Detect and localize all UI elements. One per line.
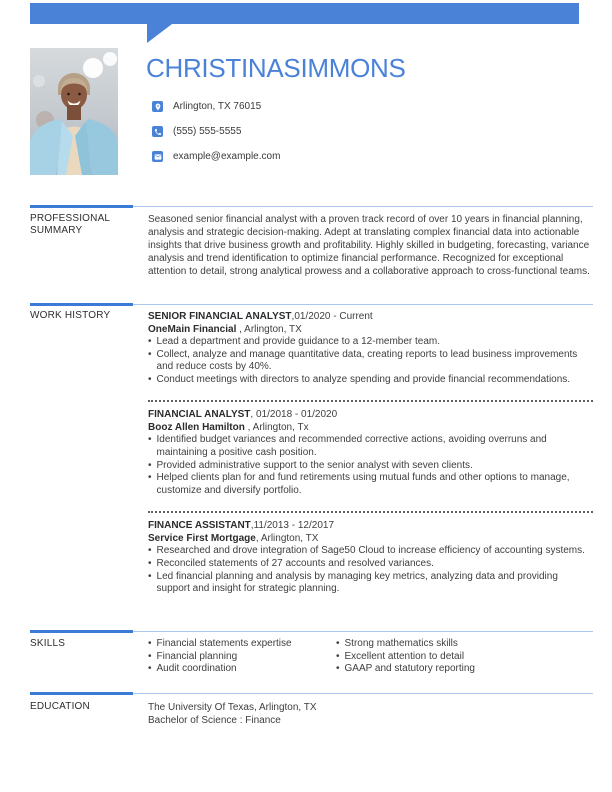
skill-item: [148, 651, 336, 664]
skills-column-1: [148, 638, 336, 676]
job-location: , Arlington, Tx: [244, 422, 309, 434]
bullet-icon: •: [336, 650, 340, 662]
job-bullet-text: Researched and drove integration of Sage50 Cloud to increase efficiency of accounting systems.: [156, 545, 585, 557]
skill-item: [336, 651, 593, 664]
section-education: [30, 692, 593, 727]
job-bullet-text: Lead a department and provide guidance to a 12-member team.: [156, 336, 441, 347]
bullet-icon: •: [336, 663, 340, 675]
skill-text: Financial statements expertise: [156, 638, 292, 649]
work-history-content: [148, 310, 593, 596]
section-professional-summary: [30, 205, 593, 278]
skill-text: Financial planning: [156, 650, 238, 662]
job-employer-line: [148, 532, 593, 545]
job-bullet-list: [148, 336, 593, 386]
bullet-icon: •: [148, 557, 152, 569]
section-rule: [30, 303, 593, 306]
job-dates: 01/2020 - Current: [294, 311, 373, 322]
bullet-icon: •: [148, 545, 152, 557]
job-employer: Booz Allen Hamilton: [148, 422, 245, 434]
skill-text: Audit coordination: [156, 663, 237, 675]
job-entry-1: [148, 310, 593, 386]
skills-columns: [148, 638, 593, 676]
bullet-icon: •: [148, 570, 152, 582]
job-bullet: [148, 460, 593, 473]
education-content: [148, 701, 593, 727]
job-bullet-text: Conduct meetings with directors to analyze spending and provide financial recommendations.: [156, 373, 571, 385]
section-rule: [30, 692, 593, 695]
bullet-icon: •: [148, 650, 152, 662]
job-bullet: [148, 434, 593, 459]
bullet-icon: •: [148, 459, 152, 471]
contact-location: Arlington, TX 76015: [173, 101, 262, 112]
job-entry-2: [148, 408, 593, 497]
skill-item: [148, 663, 336, 676]
bullet-icon: •: [336, 638, 340, 649]
job-bullet: [148, 349, 593, 374]
job-bullet: [148, 472, 593, 497]
job-entry-3: [148, 519, 593, 595]
bullet-icon: •: [148, 373, 152, 385]
job-title: FINANCE ASSISTANT: [148, 520, 251, 532]
bullet-icon: •: [148, 663, 152, 675]
skill-item: [336, 663, 593, 676]
job-title-line: [148, 310, 593, 323]
section-rule: [30, 630, 593, 633]
contact-row-location: [152, 101, 280, 112]
contact-phone: (555) 555-5555: [173, 126, 242, 137]
job-title-separator: ,: [291, 311, 295, 322]
skills-column-2: [336, 638, 593, 676]
section-label-professional-summary: PROFESSIONAL SUMMARY: [30, 213, 110, 236]
job-title: FINANCIAL ANALYST: [148, 409, 251, 421]
location-pin-icon: [152, 101, 163, 112]
skill-text: Excellent attention to detail: [344, 650, 465, 662]
contact-row-email: [152, 151, 280, 162]
section-label-skills: SKILLS: [30, 638, 66, 649]
skill-text: Strong mathematics skills: [344, 638, 458, 649]
bullet-icon: •: [148, 348, 152, 360]
header-banner: [30, 3, 579, 24]
job-dates: 11/2013 - 12/2017: [253, 520, 335, 532]
education-school: The University Of Texas, Arlington, TX: [148, 702, 317, 713]
bullet-icon: •: [148, 336, 152, 347]
job-title-separator: ,: [250, 409, 254, 421]
job-title-line: [148, 519, 593, 532]
section-skills: [30, 630, 593, 676]
phone-icon: [152, 126, 163, 137]
job-bullet-text: Helped clients plan for and fund retirements using mutual funds and other options to manage, customize and diversify portfolio.: [156, 472, 570, 496]
job-bullet: [148, 571, 593, 596]
skill-text: GAAP and statutory reporting: [344, 663, 475, 675]
profile-photo: [30, 48, 118, 175]
bullet-icon: •: [148, 638, 152, 649]
section-label-education: EDUCATION: [30, 701, 90, 712]
job-employer-line: [148, 323, 593, 336]
job-employer: OneMain Financial: [148, 324, 237, 335]
job-employer-line: [148, 421, 593, 434]
bullet-icon: •: [148, 472, 152, 484]
job-bullet: [148, 374, 593, 387]
section-work-history: [30, 303, 593, 596]
job-location: , Arlington, TX: [255, 533, 319, 545]
contact-row-phone: [152, 126, 280, 137]
candidate-name: CHRISTINASIMMONS: [146, 53, 406, 83]
email-icon: [152, 151, 163, 162]
job-bullet-text: Collect, analyze and manage quantitative data, creating reports to lead business improvements and reduce costs by 40%.: [156, 348, 578, 373]
job-employer: Service First Mortgage: [148, 533, 256, 545]
education-degree: Bachelor of Science : Finance: [148, 715, 281, 726]
skill-item: [336, 638, 593, 651]
job-location: , Arlington, TX: [236, 324, 302, 335]
job-title: SENIOR FINANCIAL ANALYST: [148, 311, 292, 322]
job-bullet-text: Provided administrative support to the senior analyst with seven clients.: [156, 459, 473, 471]
job-divider: [148, 511, 593, 513]
job-bullet-list: [148, 434, 593, 497]
skill-item: [148, 638, 336, 651]
job-bullet-text: Reconciled statements of 27 accounts and resolved variances.: [156, 557, 434, 569]
contact-list: [152, 101, 280, 162]
job-bullet-text: Led financial planning and analysis by managing key metrics, analyzing data and providing support and insight for strategic planning.: [156, 570, 558, 595]
job-title-line: [148, 408, 593, 421]
portrait-illustration: [30, 48, 118, 175]
job-dates: 01/2018 - 01/2020: [253, 409, 338, 421]
job-bullet: [148, 336, 593, 349]
job-bullet-list: [148, 545, 593, 595]
job-divider: [148, 400, 593, 402]
bullet-icon: •: [148, 434, 152, 446]
contact-email: example@example.com: [173, 151, 281, 162]
job-bullet: [148, 545, 593, 558]
job-bullet: [148, 558, 593, 571]
section-rule: [30, 205, 593, 208]
job-title-separator: ,: [250, 520, 254, 532]
summary-text: Seasoned senior financial analyst with a proven track record of over 10 years in financial planning, analysis and strategic decision-making. Adept at translating complex financial data into actionable insights that drive business growth and profitability. Highly skilled in budgeting, forecasting, variance analysis and trend identification to optimize financial performance. Recognized for exceptional attention to detail, strong analytical prowess and a collaborative approach to cross-functional teams.: [148, 214, 590, 277]
section-label-work-history: WORK HISTORY: [30, 310, 111, 321]
header-banner-tail-icon: [147, 24, 172, 43]
job-bullet-text: Identified budget variances and recommended corrective actions, avoiding overruns and maintaining a positive cash position.: [156, 434, 547, 458]
